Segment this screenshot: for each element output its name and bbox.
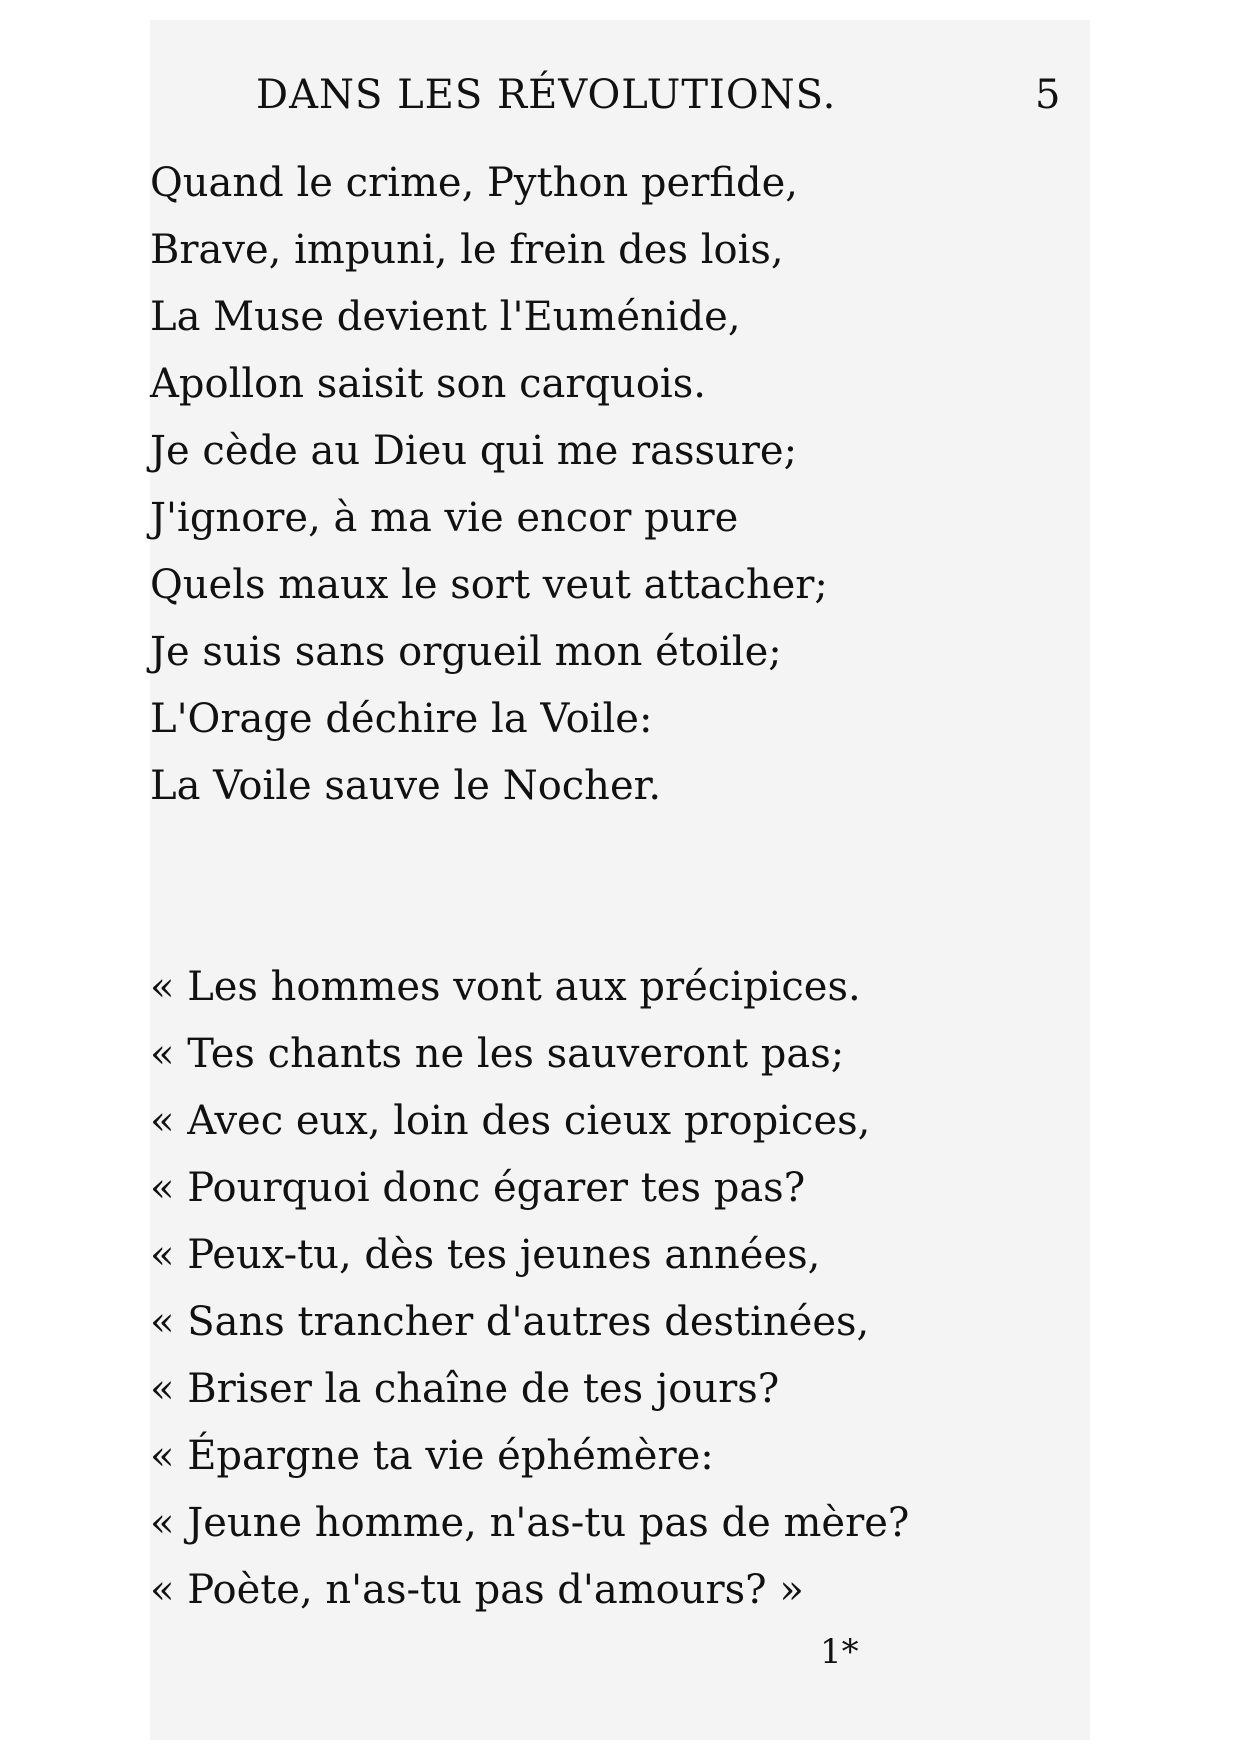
verse-line: J'ignore, à ma vie encor pure xyxy=(150,495,739,541)
stanza-2 xyxy=(150,954,909,1624)
verse-line: « Jeune homme, n'as-tu pas de mère? xyxy=(150,1500,910,1546)
verse-line: Quels maux le sort veut attacher; xyxy=(150,562,828,608)
verse-line: Apollon saisit son carquois. xyxy=(150,361,706,407)
verse-line: « Les hommes vont aux précipices. xyxy=(150,964,861,1010)
verse-line: Quand le crime, Python perfide, xyxy=(150,160,798,206)
verse-line: Brave, impuni, le frein des lois, xyxy=(150,227,784,273)
verse-line: « Peux-tu, dès tes jeunes années, xyxy=(150,1232,821,1278)
running-title: DANS LES RÉVOLUTIONS. xyxy=(256,72,837,118)
page-number: 5 xyxy=(1035,72,1061,118)
verse-line: La Muse devient l'Euménide, xyxy=(150,294,741,340)
signature-mark: 1* xyxy=(820,1632,859,1672)
verse-line: « Tes chants ne les sauveront pas; xyxy=(150,1031,845,1077)
verse-line: « Briser la chaîne de tes jours? xyxy=(150,1366,780,1412)
verse-line: La Voile sauve le Nocher. xyxy=(150,763,662,809)
verse-line: Je cède au Dieu qui me rassure; xyxy=(150,428,798,474)
verse-line: « Sans trancher d'autres destinées, xyxy=(150,1299,870,1345)
verse-line: « Pourquoi donc égarer tes pas? xyxy=(150,1165,806,1211)
verse-line: « Avec eux, loin des cieux propices, xyxy=(150,1098,871,1144)
verse-line: L'Orage déchire la Voile: xyxy=(150,696,653,742)
verse-line: « Épargne ta vie éphémère: xyxy=(150,1433,714,1479)
verse-line: « Poète, n'as-tu pas d'amours? » xyxy=(150,1567,804,1613)
running-head xyxy=(150,72,1090,132)
verse-line: Je suis sans orgueil mon étoile; xyxy=(150,629,782,675)
stanza-1 xyxy=(150,150,828,820)
